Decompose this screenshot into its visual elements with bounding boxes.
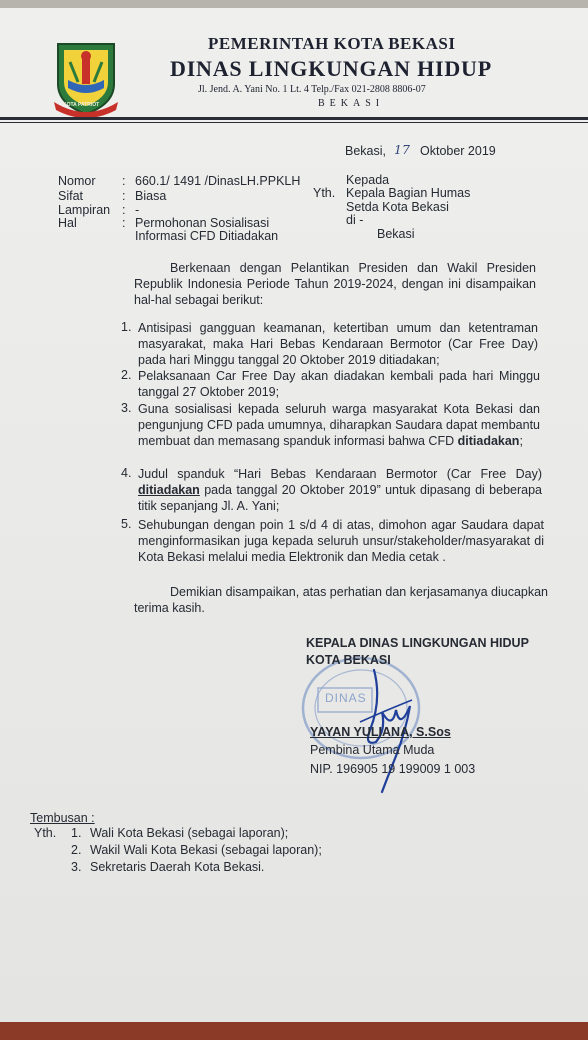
meta-label-nomor: Nomor bbox=[58, 174, 96, 188]
stamp-text: DINAS bbox=[325, 691, 367, 705]
cc-item-1: Wali Kota Bekasi (sebagai laporan); bbox=[90, 826, 289, 840]
logo-caption: KOTA PATRIOT bbox=[63, 102, 100, 108]
meta-value-nomor: 660.1/ 1491 /DinasLH.PPKLH bbox=[135, 174, 301, 188]
recipient-kepada: Kepada bbox=[346, 173, 390, 187]
list-item-4-bold: ditiadakan bbox=[138, 483, 200, 497]
signatory-title-2: KOTA BEKASI bbox=[306, 653, 391, 667]
list-item-3 bbox=[138, 401, 540, 449]
list-item-3-text: Guna sosialisasi kepada seluruh warga masyarakat Kota Bekasi dan pengunjung CFD pada umumnya, diharapkan Saudara dapat membantu membuat dan memasang spanduk informasi bahwa CFD bbox=[138, 402, 540, 448]
meta-sep: : bbox=[122, 203, 126, 217]
recipient-di: di - bbox=[346, 213, 364, 227]
date-day: 17 bbox=[394, 142, 410, 157]
recipient-yth: Yth. bbox=[313, 186, 336, 200]
list-item-4-text: Judul spanduk “Hari Bebas Kendaraan Bermotor (Car Free Day) bbox=[138, 467, 542, 481]
meta-sep: : bbox=[122, 174, 126, 188]
body-intro bbox=[134, 260, 536, 308]
list-number: 1. bbox=[121, 320, 132, 334]
cc-item-2: Wakil Wali Kota Bekasi (sebagai laporan); bbox=[90, 843, 322, 857]
list-number: 2. bbox=[121, 368, 132, 382]
meta-value-hal-line2: Informasi CFD Ditiadakan bbox=[135, 229, 279, 243]
list-number: 3. bbox=[121, 401, 132, 415]
recipient-line2: Setda Kota Bekasi bbox=[346, 200, 449, 214]
list-item-4 bbox=[138, 466, 542, 514]
list-item-2: Pelaksanaan Car Free Day akan diadakan kembali pada hari Minggu tanggal 27 Oktober 2019; bbox=[138, 369, 540, 399]
letterhead-rule-thin bbox=[0, 122, 588, 123]
cc-yth: Yth. bbox=[34, 826, 57, 840]
letterhead-city: BEKASI bbox=[318, 98, 385, 109]
letter-paper bbox=[0, 8, 588, 1024]
signatory-title-1: KEPALA DINAS LINGKUNGAN HIDUP bbox=[306, 636, 529, 650]
meta-sep: : bbox=[122, 189, 126, 203]
cc-number: 2. bbox=[71, 843, 82, 857]
meta-label-lampiran: Lampiran bbox=[58, 203, 111, 217]
cc-heading: Tembusan : bbox=[30, 811, 95, 825]
recipient-place: Bekasi bbox=[377, 227, 415, 241]
list-number: 4. bbox=[121, 466, 132, 480]
recipient-line1: Kepala Bagian Humas bbox=[346, 186, 471, 200]
meta-value-hal: Permohonan Sosialisasi bbox=[135, 216, 270, 230]
date-month-year: Oktober 2019 bbox=[420, 144, 496, 158]
cc-number: 1. bbox=[71, 826, 82, 840]
list-item-3-bold: ditiadakan bbox=[457, 434, 520, 448]
meta-sep: : bbox=[122, 216, 126, 230]
signatory-name: YAYAN YULIANA, S.Sos bbox=[310, 725, 451, 739]
cc-item-3: Sekretaris Daerah Kota Bekasi. bbox=[90, 860, 265, 874]
letterhead-government: PEMERINTAH KOTA BEKASI bbox=[208, 34, 456, 53]
letterhead-rule-thick bbox=[0, 117, 588, 120]
list-item-3-tail: ; bbox=[519, 434, 523, 448]
list-item-4-tail: pada tanggal 20 Oktober 2019” untuk dipasang di beberapa titik sepanjang Jl. A. Yani; bbox=[138, 483, 542, 513]
letterhead-address: Jl. Jend. A. Yani No. 1 Lt. 4 Telp./Fax 021-2808 8806-07 bbox=[198, 84, 426, 95]
body-closing bbox=[134, 584, 548, 616]
meta-value-sifat: Biasa bbox=[135, 189, 167, 203]
date-place: Bekasi, bbox=[345, 144, 386, 158]
cc-number: 3. bbox=[71, 860, 82, 874]
list-number: 5. bbox=[121, 517, 132, 531]
signatory-rank: Pembina Utama Muda bbox=[310, 743, 435, 757]
table-surface bbox=[0, 1022, 588, 1040]
meta-label-hal: Hal bbox=[58, 216, 77, 230]
meta-label-sifat: Sifat bbox=[58, 189, 84, 203]
letterhead-agency: DINAS LINGKUNGAN HIDUP bbox=[170, 56, 492, 81]
meta-value-lampiran: - bbox=[135, 203, 140, 217]
body-closing-text: Demikian disampaikan, atas perhatian dan kerjasamanya diucapkan terima kasih. bbox=[134, 585, 548, 615]
list-item-1: Antisipasi gangguan keamanan, ketertiban umum dan ketentraman masyarakat, maka Hari Bebas Kendaraan Bermotor (Car Free Day) pada hari Minggu tanggal 20 Oktober 2019 ditiadakan; bbox=[138, 321, 538, 367]
list-item-5: Sehubungan dengan poin 1 s/d 4 di atas, dimohon agar Saudara dapat menginformasikan juga kepada seluruh unsur/stakeholder/masyarakat di Kota Bekasi melalui media Elektronik dan Media cetak . bbox=[138, 518, 544, 564]
body-intro-text: Berkenaan dengan Pelantikan Presiden dan Wakil Presiden Republik Indonesia Periode Tahun 2019-2024, dengan ini disampaikan hal-hal sebagai berikut: bbox=[134, 261, 536, 307]
signatory-nip: NIP. 196905 19 199009 1 003 bbox=[310, 762, 476, 776]
